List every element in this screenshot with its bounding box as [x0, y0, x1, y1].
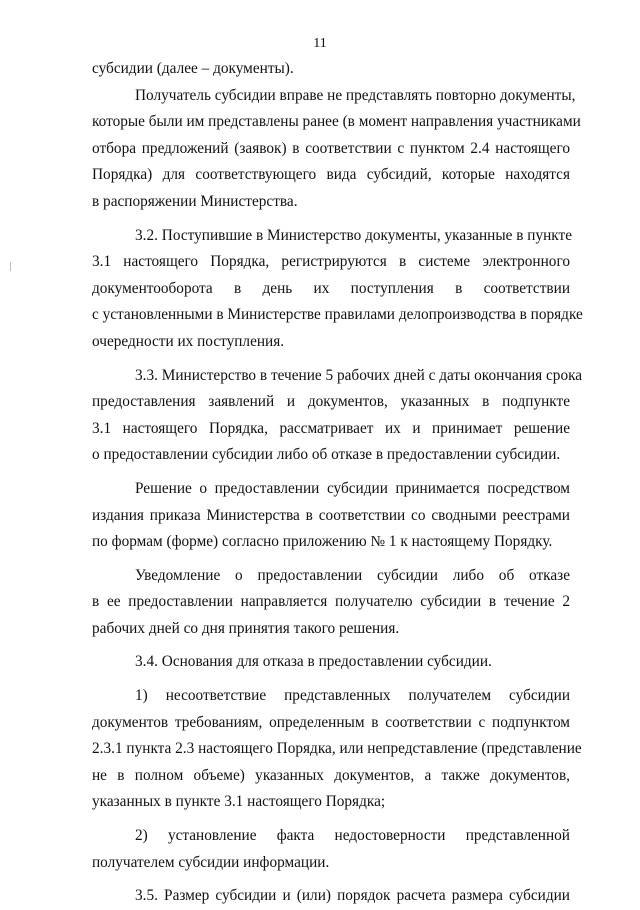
- text-line: 3.1 настоящего Порядка, рассматривает их и принимает решение: [92, 419, 570, 437]
- text-line: рабочих дней со дня принятия такого решения.: [92, 619, 400, 637]
- text-line: предоставления заявлений и документов, указанных в подпункте: [92, 393, 570, 411]
- paragraph-gap: [92, 642, 570, 649]
- document-body: [92, 56, 583, 910]
- paragraph-gap: [92, 816, 570, 823]
- text-line: субсидии (далее – документы).: [92, 60, 294, 77]
- text-line: с установленными в Министерстве правилами делопроизводства в порядке: [92, 306, 583, 324]
- text-line: 2) установление факта недостоверности представленной: [135, 827, 570, 845]
- text-line: в ее предоставлении направляется получателю субсидии в течение 2: [92, 593, 570, 611]
- text-line: 1) несоответствие представленных получателем субсидии: [135, 687, 570, 705]
- text-line: 3.5. Размер субсидии и (или) порядок расчета размера субсидии: [135, 887, 570, 905]
- paragraph-gap: [92, 556, 570, 563]
- text-line: по формам (форме) согласно приложению № 1 к настоящему Порядку.: [92, 533, 553, 551]
- text-line: 3.1 настоящего Порядка, регистрируются в системе электронного: [92, 253, 570, 271]
- paragraph-gap: [92, 676, 570, 683]
- text-line: получателем субсидии информации.: [92, 853, 330, 871]
- paragraph-gap: [92, 469, 570, 476]
- text-line: отбора предложений (заявок) в соответствии с пунктом 2.4 настоящего: [92, 139, 570, 157]
- text-line: Решение о предоставлении субсидии принимается посредством: [135, 479, 570, 497]
- text-line: о предоставлении субсидии либо об отказе в предоставлении субсидии.: [92, 446, 561, 464]
- text-line: не в полном объеме) указанных документов, а также документов,: [92, 766, 570, 784]
- text-line: 3.2. Поступившие в Министерство документы, указанные в пункте: [135, 226, 572, 244]
- page-number: 11: [313, 36, 327, 51]
- text-line: очередности их поступления.: [92, 332, 285, 350]
- text-line: которые были им представлены ранее (в момент направления участниками: [92, 113, 581, 131]
- text-line: 3.3. Министерство в течение 5 рабочих дней с даты окончания срока: [135, 366, 583, 384]
- paragraph-gap: [92, 876, 570, 883]
- text-line: 3.4. Основания для отказа в предоставлении субсидии.: [135, 653, 492, 671]
- paragraph-gap: [92, 356, 570, 363]
- text-line: 2.3.1 пункта 2.3 настоящего Порядка, или непредставление (представление: [92, 740, 582, 758]
- margin-mark: [10, 262, 11, 271]
- text-line: Порядка) для соответствующего вида субсидий, которые находятся: [92, 166, 570, 184]
- text-line: Получатель субсидии вправе не представлять повторно документы,: [135, 86, 576, 104]
- text-line: издания приказа Министерства в соответствии со сводными реестрами: [92, 506, 570, 524]
- text-line: Уведомление о предоставлении субсидии либо об отказе: [135, 566, 570, 584]
- text-line: в распоряжении Министерства.: [92, 192, 298, 210]
- text-line: документооборота в день их поступления в соответствии: [92, 279, 570, 297]
- paragraph-gap: [92, 216, 570, 223]
- text-line: документов требованиям, определенным в соответствии с подпунктом: [92, 713, 570, 731]
- text-line: указанных в пункте 3.1 настоящего Порядка;: [92, 793, 386, 811]
